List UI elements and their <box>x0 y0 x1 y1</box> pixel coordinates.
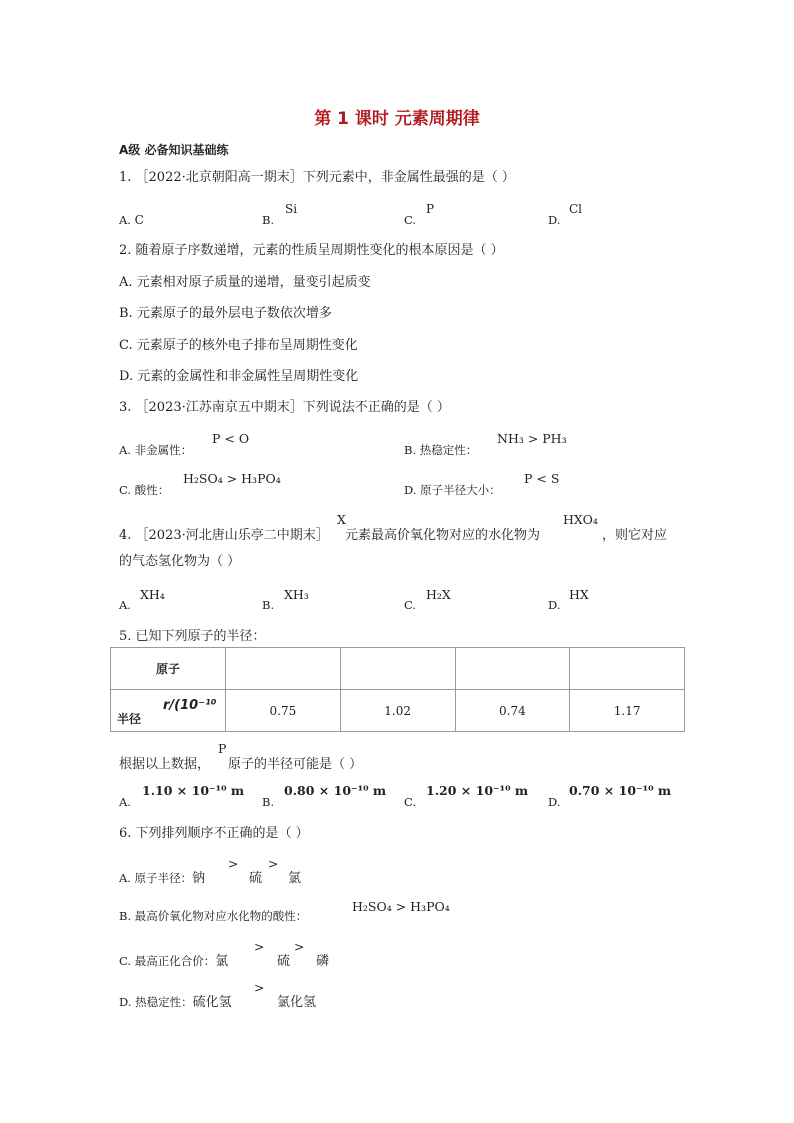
q1-option-d[interactable] <box>548 213 560 227</box>
option-label: B. 热稳定性： <box>404 443 478 457</box>
q4-symbol-x: X <box>337 512 346 527</box>
option-label: B. <box>262 598 275 612</box>
table-header-radius <box>111 690 226 732</box>
q3-option-c-formula: H₂SO₄ > H₃PO₄ <box>183 471 281 486</box>
greater-than-symbol: > <box>268 856 279 871</box>
q4-option-b[interactable] <box>262 598 274 612</box>
question-4-text-d: 的气态氢化物为（ ） <box>119 554 241 569</box>
q1-option-c[interactable] <box>404 213 416 227</box>
q4-option-b-formula: XH₃ <box>284 587 309 602</box>
option-label: D. <box>548 213 561 227</box>
question-1-text: 1. ［2022·北京朝阳高一期末］下列元素中，非金属性最强的是（ ） <box>119 170 515 185</box>
radius-table <box>110 647 685 732</box>
table-cell: 1.02 <box>340 690 455 732</box>
option-label: A. <box>119 213 135 227</box>
table-cell: 0.74 <box>455 690 570 732</box>
radius-label: 半径 <box>117 712 142 726</box>
question-5-text: 5. 已知下列原子的半径： <box>119 629 266 644</box>
q1-option-c-value: P <box>426 202 435 216</box>
q3-option-c[interactable] <box>119 482 169 498</box>
q3-option-d[interactable] <box>404 482 501 498</box>
q5-option-d[interactable] <box>548 795 560 809</box>
table-header-atom: 原子 <box>111 648 226 690</box>
table-cell <box>570 648 685 690</box>
q3-option-a[interactable] <box>119 442 192 458</box>
q6-option-c[interactable] <box>119 950 228 969</box>
q4-option-d[interactable] <box>548 598 560 612</box>
q2-option-b[interactable]: B. 元素原子的最外层电子数依次增多 <box>119 306 332 321</box>
section-heading: A级 必备知识基础练 <box>119 143 229 157</box>
table-cell: 1.17 <box>570 690 685 732</box>
radius-unit: r/(10⁻¹⁰ <box>163 698 217 713</box>
q5-option-d-formula: 0.70 × 10⁻¹⁰ m <box>569 783 672 798</box>
q5-option-a[interactable] <box>119 795 131 809</box>
q5-option-c[interactable] <box>404 795 416 809</box>
q2-option-c[interactable]: C. 元素原子的核外电子排布呈周期性变化 <box>119 338 358 353</box>
greater-than-symbol: > <box>294 939 305 954</box>
element-sodium: 钠 <box>192 871 206 886</box>
page-title: 第 1 课时 元素周期律 <box>314 109 480 129</box>
option-label: C. <box>404 598 417 612</box>
element-chlorine: 氯 <box>288 871 302 886</box>
table-row <box>111 690 685 732</box>
option-label: C. 酸性： <box>119 483 170 497</box>
table-cell <box>455 648 570 690</box>
option-label: A. 非金属性： <box>119 443 193 457</box>
option-label: A. 原子半径： <box>119 871 193 885</box>
q1-option-b-value: Si <box>285 202 298 216</box>
question-5-prompt-b: 原子的半径可能是（ ） <box>228 757 363 772</box>
q4-option-c[interactable] <box>404 598 416 612</box>
q3-option-b-formula: NH₃ > PH₃ <box>497 431 567 446</box>
q5-option-a-formula: 1.10 × 10⁻¹⁰ m <box>142 783 245 798</box>
element-phosphorus: 磷 <box>316 954 330 969</box>
q1-option-d-value: Cl <box>569 202 583 216</box>
option-label: C. <box>404 795 417 809</box>
q5-option-c-formula: 1.20 × 10⁻¹⁰ m <box>426 783 529 798</box>
question-3-text: 3. ［2023·江苏南京五中期末］下列说法不正确的是（ ） <box>119 400 450 415</box>
q1-option-a[interactable] <box>119 213 144 227</box>
option-label: B. 最高价氧化物对应水化物的酸性： <box>119 909 308 923</box>
q2-option-a[interactable]: A. 元素相对原子质量的递增，量变引起质变 <box>119 275 371 290</box>
question-2-text: 2. 随着原子序数递增，元素的性质呈周期性变化的根本原因是（ ） <box>119 243 504 258</box>
option-label: B. <box>262 213 275 227</box>
option-label: A. <box>119 598 131 612</box>
question-4-text-a: 4. ［2023·河北唐山乐亭二中期末］ <box>119 528 329 543</box>
option-label: B. <box>262 795 275 809</box>
question-4-text-c: ，则它对应 <box>602 528 668 543</box>
q5-symbol-p: P <box>218 741 227 756</box>
compound-hydrogen-sulfide: 硫化氢 <box>192 995 232 1010</box>
option-value: C <box>134 213 144 227</box>
q4-option-a[interactable] <box>119 598 131 612</box>
element-sulfur: 硫 <box>249 871 263 886</box>
option-label: C. 最高正化合价： <box>119 954 216 968</box>
q6-option-b[interactable] <box>119 908 307 924</box>
option-label: A. <box>119 795 131 809</box>
option-label: D. 热稳定性： <box>119 995 193 1009</box>
table-row <box>111 648 685 690</box>
table-cell <box>226 648 341 690</box>
question-5-prompt-a: 根据以上数据， <box>119 757 211 772</box>
greater-than-symbol: > <box>228 856 239 871</box>
q6-option-a[interactable] <box>119 867 205 886</box>
q4-option-d-formula: HX <box>569 587 589 602</box>
question-6-text: 6. 下列排列顺序不正确的是（ ） <box>119 826 309 841</box>
option-label: D. 原子半径大小： <box>404 483 501 497</box>
option-label: C. <box>404 213 417 227</box>
q5-option-b[interactable] <box>262 795 274 809</box>
table-cell <box>340 648 455 690</box>
option-label: D. <box>548 598 561 612</box>
q3-option-a-formula: P < O <box>212 431 250 446</box>
q5-option-b-formula: 0.80 × 10⁻¹⁰ m <box>284 783 387 798</box>
element-chlorine: 氯 <box>215 954 229 969</box>
q6-option-b-formula: H₂SO₄ > H₃PO₄ <box>352 899 450 914</box>
question-4-text-b: 元素最高价氧化物对应的水化物为 <box>345 528 541 543</box>
q1-option-b[interactable] <box>262 213 274 227</box>
q4-option-a-formula: XH₄ <box>140 587 165 602</box>
q3-option-d-formula: P < S <box>524 471 560 486</box>
compound-hydrogen-chloride: 氯化氢 <box>277 995 317 1010</box>
q3-option-b[interactable] <box>404 442 477 458</box>
option-label: D. <box>548 795 561 809</box>
q2-option-d[interactable]: D. 元素的金属性和非金属性呈周期性变化 <box>119 369 359 384</box>
greater-than-symbol: > <box>254 939 265 954</box>
q4-formula-hxo4: HXO₄ <box>563 512 598 527</box>
greater-than-symbol: > <box>254 980 265 995</box>
q4-option-c-formula: H₂X <box>426 587 451 602</box>
table-cell: 0.75 <box>226 690 341 732</box>
element-sulfur: 硫 <box>277 954 291 969</box>
q6-option-d[interactable] <box>119 991 232 1010</box>
